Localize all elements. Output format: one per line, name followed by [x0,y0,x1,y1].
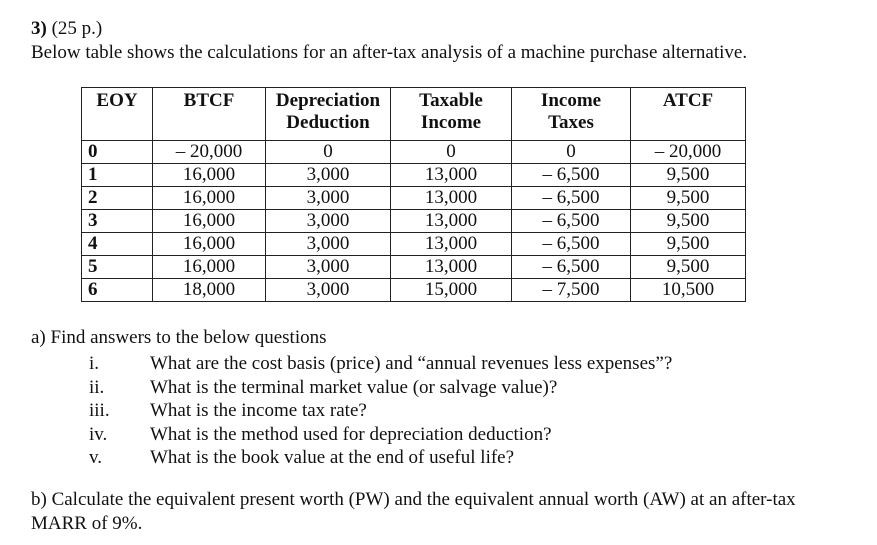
cell-taxable-income: 15,000 [391,279,512,302]
problem-points: (25 p.) [51,18,103,39]
cell-income-taxes: 0 [512,141,631,164]
table-body [82,141,746,302]
cell-atcf: 9,500 [631,233,746,256]
problem-intro: Below table shows the calculations for an after-tax analysis of a machine purchase alternative. [31,42,748,63]
cell-eoy: 1 [82,164,153,187]
cell-atcf: 10,500 [631,279,746,302]
list-item [0,446,877,470]
cell-eoy: 5 [82,256,153,279]
cell-income-taxes: – 6,500 [512,187,631,210]
cell-btcf: – 20,000 [153,141,266,164]
cell-eoy: 6 [82,279,153,302]
cell-btcf: 16,000 [153,256,266,279]
cell-atcf: 9,500 [631,210,746,233]
header-inc-line1: Income [540,90,602,111]
cell-depreciation: 3,000 [266,279,391,302]
cell-taxable-income: 13,000 [391,256,512,279]
cell-depreciation: 0 [266,141,391,164]
cell-eoy: 0 [82,141,153,164]
header-dep-line1: Depreciation [275,90,381,111]
cell-atcf: – 20,000 [631,141,746,164]
cell-depreciation: 3,000 [266,187,391,210]
cell-btcf: 16,000 [153,187,266,210]
question-number: v. [89,447,103,468]
question-text: What is the terminal market value (or salvage value)? [150,376,558,398]
question-text: What is the method used for depreciation deduction? [150,423,552,445]
question-text: What are the cost basis (price) and “annual revenues less expenses”? [150,353,673,374]
question-text: What is the income tax rate? [150,400,367,421]
header-tax-line2: Income [420,112,482,133]
header-taxable-income [391,88,512,141]
cell-depreciation: 3,000 [266,164,391,187]
list-item [0,352,877,376]
question-number: ii. [89,376,105,398]
header-dep-line2: Deduction [286,112,370,133]
after-tax-table [81,87,746,302]
question-number: iv. [89,423,108,445]
cell-income-taxes: – 6,500 [512,210,631,233]
part-a-title: a) Find answers to the below questions [31,327,327,348]
table-row [82,210,746,233]
cell-btcf: 18,000 [153,279,266,302]
list-item [0,376,877,400]
header-row [82,88,746,141]
question-text: What is the book value at the end of useful life? [150,447,515,468]
cell-taxable-income: 0 [391,141,512,164]
part-b-text: b) Calculate the equivalent present worth (PW) and the equivalent annual worth (AW) at an after-tax MARR of 9%. [31,489,796,534]
cell-income-taxes: – 6,500 [512,233,631,256]
header-eoy: EOY [82,88,153,141]
cell-btcf: 16,000 [153,164,266,187]
cell-taxable-income: 13,000 [391,164,512,187]
cell-taxable-income: 13,000 [391,210,512,233]
table-row [82,279,746,302]
header-inc-line2: Taxes [548,112,594,133]
question-number: iii. [89,400,110,421]
cell-btcf: 16,000 [153,233,266,256]
table-row [82,233,746,256]
problem-heading [31,18,102,40]
table-row [82,164,746,187]
cell-atcf: 9,500 [631,187,746,210]
cell-atcf: 9,500 [631,164,746,187]
cell-taxable-income: 13,000 [391,233,512,256]
cell-taxable-income: 13,000 [391,187,512,210]
header-depreciation [266,88,391,141]
cell-depreciation: 3,000 [266,233,391,256]
cell-income-taxes: – 6,500 [512,256,631,279]
cell-eoy: 4 [82,233,153,256]
cell-btcf: 16,000 [153,210,266,233]
list-item [0,423,877,447]
list-item [0,399,877,423]
cell-eoy: 2 [82,187,153,210]
table-header [82,88,746,141]
problem-number: 3) [31,18,47,39]
cell-income-taxes: – 7,500 [512,279,631,302]
header-income-taxes [512,88,631,141]
question-list [0,352,877,470]
question-number: i. [89,353,100,374]
table-row [82,141,746,164]
table-row [82,256,746,279]
header-btcf: BTCF [153,88,266,141]
cell-income-taxes: – 6,500 [512,164,631,187]
header-atcf: ATCF [631,88,746,141]
cell-atcf: 9,500 [631,256,746,279]
header-tax-line1: Taxable [419,90,483,111]
cell-eoy: 3 [82,210,153,233]
cell-depreciation: 3,000 [266,256,391,279]
table-row [82,187,746,210]
cell-depreciation: 3,000 [266,210,391,233]
